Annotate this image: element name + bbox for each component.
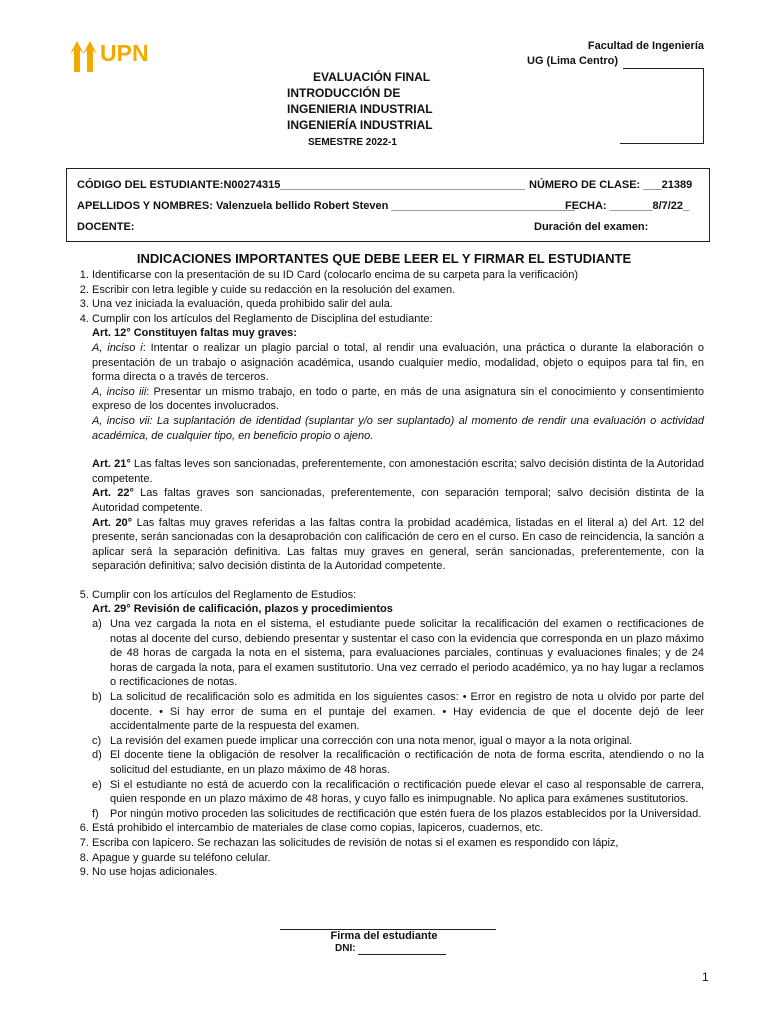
exam-date bbox=[565, 200, 689, 212]
art22: Art. 22° Las faltas graves son sancionadas, preferentemente, con separación temporal; salvo decisión distinta de la Autoridad competente. bbox=[92, 487, 704, 514]
class-number bbox=[529, 179, 692, 191]
list-item: 3. Una vez iniciada la evaluación, queda prohibido salir del aula. bbox=[92, 297, 704, 312]
upn-logo bbox=[70, 38, 160, 74]
student-code: CÓDIGO DEL ESTUDIANTE:N00274315________________________________________ bbox=[77, 179, 526, 191]
career-title: INGENIERÍA INDUSTRIAL bbox=[287, 118, 433, 132]
art12-title: Art. 12° Constituyen faltas muy graves: bbox=[92, 327, 297, 340]
list-item: 9. No use hojas adicionales. bbox=[92, 865, 704, 880]
duration-label: Duración del examen: bbox=[534, 221, 649, 233]
sub-item: e) Si el estudiante no está de acuerdo con la recalificación o rectificación puede elevar el caso al responsable de carrera, quien responde en un plazo máximo de 48 horas, y cuyo fallo es inimpugnable. No aplica para exámenes sustitutorios. bbox=[92, 778, 704, 806]
instructions-title: INDICACIONES IMPORTANTES QUE DEBE LEER EL Y FIRMAR EL ESTUDIANTE bbox=[136, 251, 632, 266]
dni-line bbox=[358, 954, 446, 955]
course-title-2: INGENIERIA INDUSTRIAL bbox=[287, 102, 433, 116]
list-item: 7. Escriba con lapicero. Se rechazan las solicitudes de revisión de notas si el examen es respondido con lápiz, bbox=[92, 836, 704, 851]
class-number-value: ___21389 bbox=[643, 179, 693, 191]
art21: Art. 21° Las faltas leves son sancionadas, preferentemente, con amonestación escrita; salvo decisión distinta de la Autoridad competente. bbox=[92, 458, 704, 485]
art29-title: Art. 29° Revisión de calificación, plazos y procedimientos bbox=[92, 603, 393, 616]
sub-item: a) Una vez cargada la nota en el sistema, el estudiante puede solicitar la recalificación del examen o rectificaciones de notas al docente del curso, debiendo presentar y sustentar el caso con la evidencia que corresponda en un plazo máximo de 48 horas de cargada la nota en el sistema, para evaluaciones parciales, continuas y evaluaciones finales; y de 24 horas de cargada la nota, para el examen sustitutorio. Una vez cerrado el periodo académico, ya no hay lugar a reclamos o rectificaciones de notas. bbox=[92, 618, 704, 689]
art12-inciso-vii: A, inciso vii: La suplantación de identidad (suplantar y/o ser suplantado) al momento de rendir una evaluación o actividad académica, de cualquier tipo, en beneficio propio o ajeno. bbox=[92, 414, 704, 442]
logo-text: UPN bbox=[100, 40, 149, 66]
sub-item: f) Por ningún motivo proceden las solicitudes de rectificación que estén fuera de los plazos establecidos por la Universidad. bbox=[92, 807, 702, 820]
page-number: 1 bbox=[702, 970, 709, 984]
list-item: 5. Cumplir con los artículos del Reglamento de Estudios: Art. 29° Revisión de calificación, plazos y procedimientos a) Una vez cargada la nota en el sistema, el estudiante puede solicitar la recalificación del examen o rectificaciones de notas al docente del curso, debiendo presentar y sustentar el caso con la evidencia que corresponda en un plazo máximo de 48 horas de cargada la nota en el sistema, para evaluaciones parciales, continuas y evaluaciones finales; y de 24 horas de cargada la nota, para el examen sustitutorio. Una vez cerrado el periodo académico, ya no hay lugar a reclamos o rectificaciones de notas. b) La solicitud de recalificación solo es admitida en los siguientes casos: • Error en registro de nota u olvido por parte del docente. • Si hay error de suma en el puntaje del examen. • Hay evidencia de que el docente dejó de leer accidentalmente parte de la respuesta del examen. c) La revisión del examen puede implicar una corrección con una nota menor, igual o mayor a la nota original. d) El docente tiene la obligación de resolver la recalificación o rectificación de nota de forma escrita, atendiendo o no la solicitud del estudiante, en un plazo máximo de 48 horas. e) Si el estudiante no está de acuerdo con la recalificación o rectificación puede elevar el caso al responsable de carrera, quien responde en un plazo máximo de 48 horas, y cuyo fallo es inimpugnable. No aplica para exámenes sustitutorios. f) Por ningún motivo proceden las solicitudes de rectificación que estén fuera de los plazos establecidos por la Universidad. bbox=[92, 588, 704, 822]
art29-sublist bbox=[92, 617, 704, 821]
exam-title: EVALUACIÓN FINAL bbox=[313, 70, 431, 84]
art12-inciso-iii: A, inciso iii: Presentar un mismo trabajo, en todo o parte, en más de una asignatura sin el conocimiento y consentimiento expreso de los docentes involucrados. bbox=[92, 385, 704, 413]
art12-inciso-i: A, inciso i: Intentar o realizar un plagio parcial o total, al rendir una evaluación, una práctica o durante la elaboración o presentación de un trabajo o asignación académica, usando cualquier medio, modalidad, objeto o equipos para tal fin, en forma directa o a través de terceros. bbox=[92, 341, 705, 384]
class-number-label: NÚMERO DE CLASE: bbox=[529, 179, 641, 191]
art20: Art. 20° Las faltas muy graves referidas a las faltas contra la probidad académica, listadas en el literal a) del Art. 12 del presente, serán sancionadas con la desaprobación con calificación de cero en el curso. En caso de reincidencia, la sanción a aplicar será la separación definitiva. Las faltas muy graves en general, serán sancionadas, preferentemente, con la separación definitiva; salvo decisión distinta de la Autoridad competente. bbox=[92, 516, 704, 573]
list-item: 8. Apague y guarde su teléfono celular. bbox=[92, 851, 704, 866]
list-item: 6. Está prohibido el intercambio de materiales de clase como copias, lapiceros, cuadernos, etc. bbox=[92, 821, 704, 836]
grade-box bbox=[620, 68, 704, 144]
list-item: 4. Cumplir con los artículos del Reglamento de Disciplina del estudiante: Art. 12° Constituyen faltas muy graves: A, inciso i: Intentar o realizar un plagio parcial o total, al rendir una evaluación, una práctica o durante la elaboración o presentación de un trabajo o asignación académica, usando cualquier medio, modalidad, objeto o equipos para tal fin, en forma directa o a través de terceros. A, inciso iii: Presentar un mismo trabajo, en todo o parte, en más de una asignatura sin el conocimiento y consentimiento expreso de los docentes involucrados. A, inciso vii: La suplantación de identidad (suplantar y/o ser suplantado) al momento de rendir una evaluación o actividad académica, de cualquier tipo, en beneficio propio o ajeno. Art. 21° Las faltas leves son sancionadas, preferentemente, con amonestación escrita; salvo decisión distinta de la Autoridad competente. Art. 22° Las faltas graves son sancionadas, preferentemente, con separación temporal; salvo decisión distinta de la Autoridad competente. Art. 20° Las faltas muy graves referidas a las faltas contra la probidad académica, listadas en el literal a) del Art. 12 del presente, serán sancionadas con la desaprobación con calificación de cero en el curso. En caso de reincidencia, la sanción a aplicar será la separación definitiva. Las faltas muy graves en general, serán sancionadas, preferentemente, con la separación definitiva; salvo decisión distinta de la Autoridad competente. bbox=[92, 312, 704, 588]
campus-label: UG (Lima Centro) bbox=[527, 55, 619, 67]
upn-arrows-icon bbox=[70, 38, 100, 74]
date-value: _______8/7/22_ bbox=[609, 200, 690, 212]
sub-item: d) El docente tiene la obligación de resolver la recalificación o rectificación de nota de forma escrita, atendiendo o no la solicitud del estudiante, en un plazo máximo de 48 horas. bbox=[92, 749, 704, 776]
signature-label: Firma del estudiante bbox=[330, 930, 438, 942]
list-item: 2. Escribir con letra legible y cuide su redacción en la resolución del examen. bbox=[92, 283, 704, 298]
sub-item: b) La solicitud de recalificación solo es admitida en los siguientes casos: • Error en registro de nota u olvido por parte del docente. • Si hay error de suma en el puntaje del examen. • Hay evidencia de que el docente dejó de leer accidentalmente parte de la respuesta del examen. bbox=[92, 691, 704, 733]
teacher-label: DOCENTE: bbox=[77, 221, 135, 233]
course-title-1: INTRODUCCIÓN DE bbox=[287, 86, 401, 100]
semester-title: SEMESTRE 2022-1 bbox=[308, 137, 397, 148]
student-names: APELLIDOS Y NOMBRES: Valenzuela bellido Robert Steven ______________________________ bbox=[77, 200, 575, 212]
dni-label: DNI: bbox=[335, 943, 356, 954]
list-item: 1. Identificarse con la presentación de su ID Card (colocarlo encima de su carpeta para la verificación) bbox=[92, 268, 704, 283]
sub-item: c) La revisión del examen puede implicar una corrección con una nota menor, igual o mayor a la nota original. bbox=[92, 734, 633, 747]
faculty-label: Facultad de Ingeniería bbox=[587, 40, 704, 52]
student-info-box bbox=[66, 168, 710, 242]
date-label: FECHA: bbox=[565, 200, 607, 212]
instructions-list bbox=[72, 268, 704, 880]
